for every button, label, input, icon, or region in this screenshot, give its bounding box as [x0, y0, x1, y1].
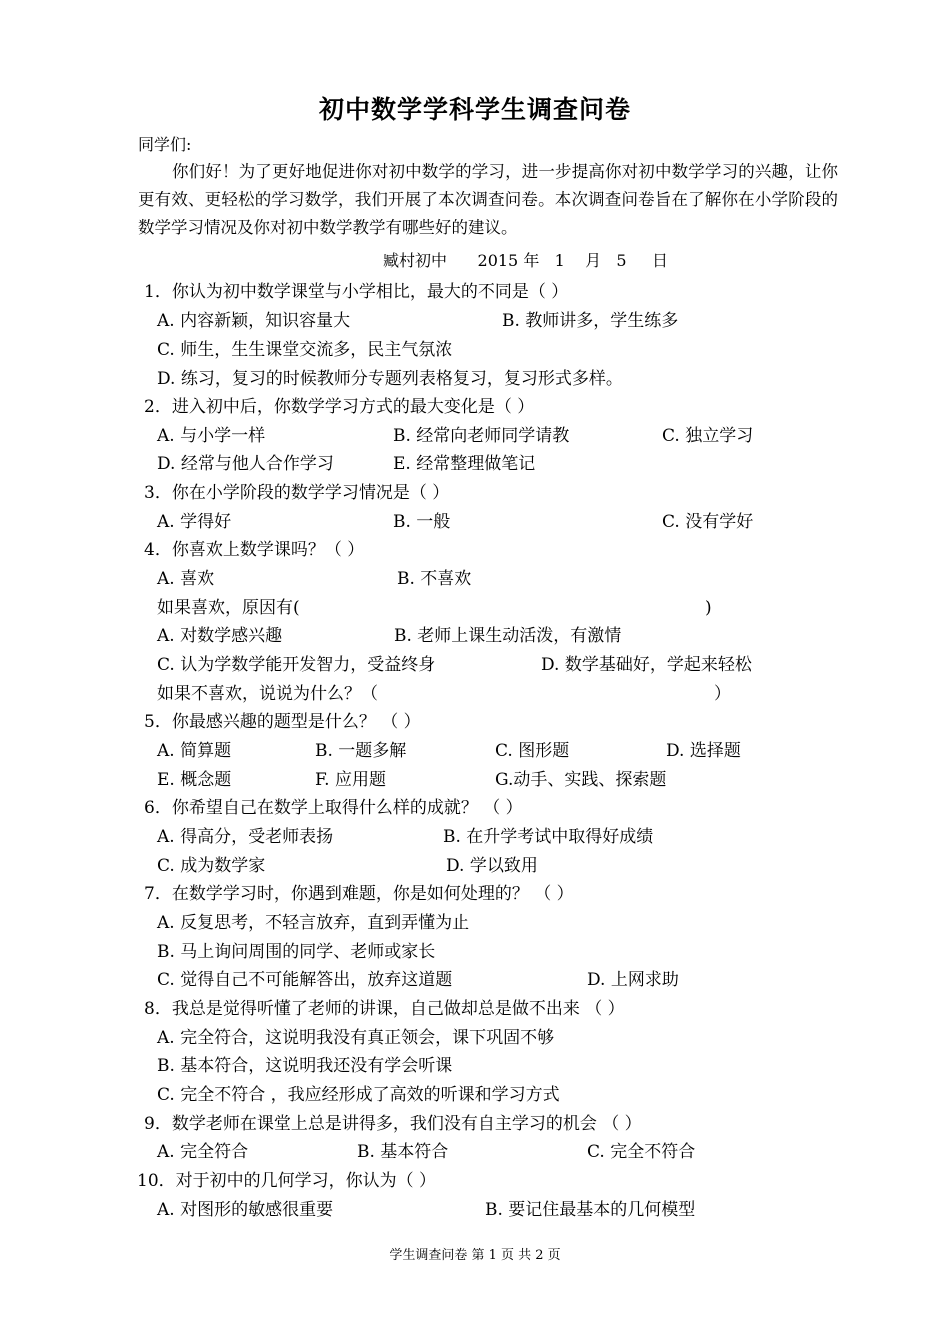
intro-paragraph: 你们好！为了更好地促进你对初中数学的学习，进一步提高你对初中数学学习的兴趣，让你更有效、更轻松的学习数学，我们开展了本次调查问卷。本次调查问卷旨在了解你在小学阶段的数学学习情况及你对初中数学教学有哪些好的建议。 — [138, 162, 838, 237]
dislike-reason-close: ） — [714, 684, 731, 704]
option-2c: C. 独立学习 — [662, 426, 754, 446]
option-1a: A. 内容新颖，知识容量大 — [157, 311, 351, 331]
option-5c: C. 图形题 — [495, 741, 570, 761]
question-1: 1．你认为初中数学课堂与小学相比，最大的不同是（ ） — [144, 282, 569, 302]
option-9c: C. 完全不符合 — [587, 1142, 696, 1162]
option-4-like-c: C. 认为学数学能开发智力，受益终身 — [157, 655, 436, 675]
school-date-line: 臧村初中 2015 年 1 月 5 日 — [383, 251, 668, 270]
question-2: 2．进入初中后，你数学学习方式的最大变化是（ ） — [144, 397, 535, 417]
question-8: 8．我总是觉得听懂了老师的讲课，自己做却总是做不出来 （ ） — [144, 999, 625, 1019]
option-2a: A. 与小学一样 — [157, 426, 266, 446]
option-1b: B. 教师讲多，学生练多 — [502, 311, 679, 331]
question-10: 10．对于初中的几何学习，你认为（ ） — [137, 1171, 437, 1191]
option-2e: E. 经常整理做笔记 — [393, 454, 536, 474]
option-4-like-a: A. 对数学感兴趣 — [157, 626, 283, 646]
question-5: 5．你最感兴趣的题型是什么？ （ ） — [144, 712, 421, 732]
option-1c: C. 师生，生生课堂交流多，民主气氛浓 — [157, 340, 453, 360]
option-4b: B. 不喜欢 — [397, 569, 472, 589]
option-8c: C. 完全不符合 ，我应经形成了高效的听课和学习方式 — [157, 1085, 560, 1105]
option-5g: G.动手、实践、探索题 — [495, 770, 667, 790]
like-reasons-close: ) — [705, 598, 712, 618]
option-7b: B. 马上询问周围的同学、老师或家长 — [157, 942, 436, 962]
option-7c: C. 觉得自己不可能解答出，放弃这道题 — [157, 970, 453, 990]
option-5f: F. 应用题 — [315, 770, 386, 790]
option-5e: E. 概念题 — [157, 770, 232, 790]
option-3c: C. 没有学好 — [662, 512, 754, 532]
option-6d: D. 学以致用 — [446, 856, 538, 876]
option-6c: C. 成为数学家 — [157, 856, 266, 876]
option-2b: B. 经常向老师同学请教 — [393, 426, 570, 446]
option-4-like-b: B. 老师上课生动活泼，有激情 — [394, 626, 622, 646]
question-6: 6．你希望自己在数学上取得什么样的成就？ （ ） — [144, 798, 523, 818]
option-8a: A. 完全符合，这说明我没有真正领会，课下巩固不够 — [157, 1028, 555, 1048]
option-4a: A. 喜欢 — [157, 569, 215, 589]
like-reasons-label: 如果喜欢，原因有( — [157, 598, 300, 618]
option-6b: B. 在升学考试中取得好成绩 — [443, 827, 654, 847]
option-1d: D. 练习，复习的时候教师分专题列表格复习，复习形式多样。 — [157, 369, 623, 389]
greeting: 同学们: — [138, 135, 192, 154]
option-10b: B. 要记住最基本的几何模型 — [485, 1200, 696, 1220]
option-5a: A. 简算题 — [157, 741, 232, 761]
option-8b: B. 基本符合，这说明我还没有学会听课 — [157, 1056, 453, 1076]
option-10a: A. 对图形的敏感很重要 — [157, 1200, 334, 1220]
dislike-reason-label: 如果不喜欢，说说为什么？（ — [157, 684, 378, 704]
option-2d: D. 经常与他人合作学习 — [157, 454, 334, 474]
option-3b: B. 一般 — [393, 512, 451, 532]
page-title: 初中数学学科学生调查问卷 — [318, 95, 631, 124]
option-9a: A. 完全符合 — [157, 1142, 249, 1162]
option-5d: D. 选择题 — [666, 741, 741, 761]
question-4: 4．你喜欢上数学课吗？（ ） — [144, 540, 365, 560]
option-9b: B. 基本符合 — [357, 1142, 449, 1162]
option-6a: A. 得高分，受老师表扬 — [157, 827, 334, 847]
question-9: 9．数学老师在课堂上总是讲得多，我们没有自主学习的机会 （ ） — [144, 1114, 642, 1134]
page-footer: 学生调查问卷 第 1 页 共 2 页 — [389, 1248, 561, 1263]
option-3a: A. 学得好 — [157, 512, 232, 532]
option-7d: D. 上网求助 — [587, 970, 679, 990]
option-4-like-d: D. 数学基础好，学起来轻松 — [541, 655, 752, 675]
question-3: 3．你在小学阶段的数学学习情况是（ ） — [144, 483, 450, 503]
option-5b: B. 一题多解 — [315, 741, 407, 761]
question-7: 7．在数学学习时，你遇到难题，你是如何处理的？ （ ） — [144, 884, 574, 904]
option-7a: A. 反复思考，不轻言放弃，直到弄懂为止 — [157, 913, 470, 933]
